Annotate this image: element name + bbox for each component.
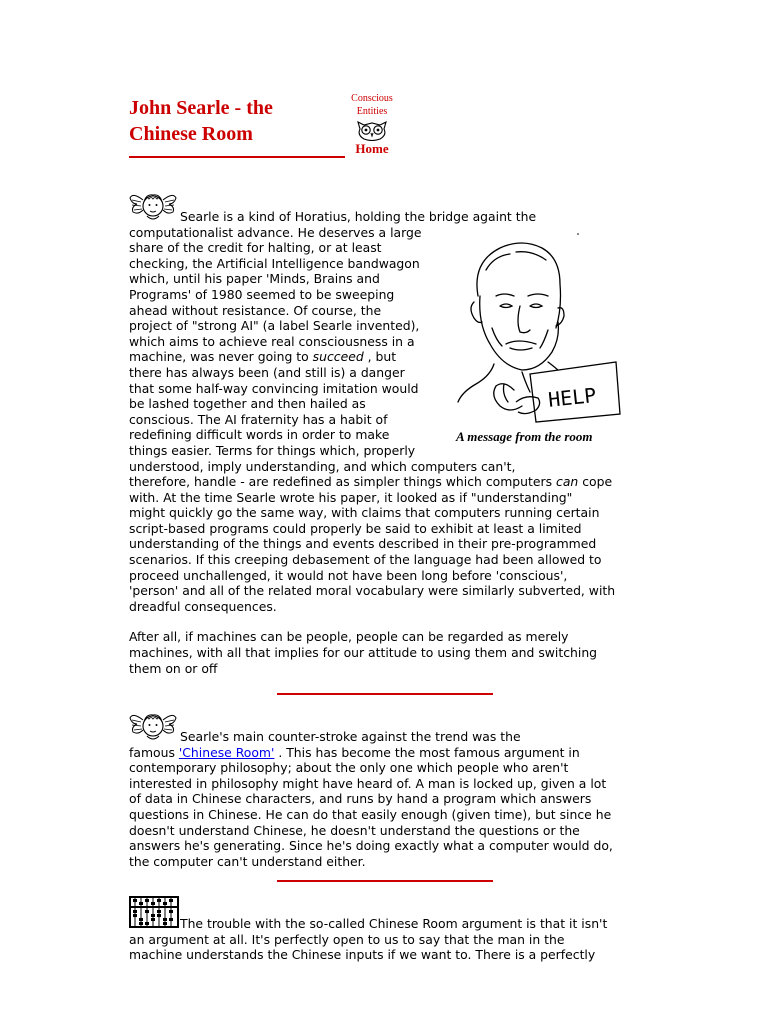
body-line: doesn't understand Chinese, he doesn't understand the questions or the [129,822,580,838]
title-underline [129,156,345,158]
body-line: them on or off [129,660,218,676]
body-line: machines, with all that implies for our attitude to using them and switching [129,645,598,661]
intro-line: Programs' of 1980 seemed to be sweeping [129,286,395,302]
section-divider [277,693,493,695]
home-link[interactable]: Home [355,141,389,156]
body-line: proceed unchallenged, it would not have been long before 'conscious', [129,567,568,583]
body-line: questions in Chinese. He can do that easily enough (given time), but since he [129,806,612,822]
title-line-2: Chinese Room [129,123,253,145]
text-span: therefore, handle - are redefined as simpler things which computers [129,474,553,490]
section-divider [277,880,493,882]
body-line: dreadful consequences. [129,598,277,614]
text-span: cope [578,474,613,490]
body-line: understood, imply understanding, and which computers can't, [129,458,516,474]
body-line [129,745,649,761]
body-line: there has always been (and still is) a danger [129,364,405,380]
body-line: answers he's generating. Since he's doing exactly what a computer would do, [129,838,613,854]
intro-line: share of the credit for halting, or at least [129,240,382,256]
text-span: machine, was never going to [129,349,309,365]
intro-line: which aims to achieve real consciousness in a [129,333,415,349]
body-line [129,474,613,490]
body-line: be lashed together and then hailed as [129,396,366,412]
body-line: that some half-way convincing imitation would [129,380,419,396]
owl-logo-icon[interactable] [354,119,390,141]
page-title [129,95,359,147]
body-line: the computer can't understand either. [129,853,366,869]
section3-text [129,916,649,963]
body-line: scenarios. If this creeping debasement of the language had been allowed to [129,552,602,568]
intro-line: checking, the Artificial Intelligence bandwagon [129,255,420,271]
body-line: conscious. The AI fraternity has a habit of [129,411,388,427]
body-line: with. At the time Searle wrote his paper, it looked as if "understanding" [129,489,573,505]
body-line: understanding of the things and events described in their pre-programmed [129,536,597,552]
body-line: redefining difficult words in order to make [129,427,390,443]
searle-sketch-image [456,226,632,426]
site-nav [346,92,398,157]
text-span: famous [129,744,179,760]
emphasis: succeed [312,349,364,365]
intro-line: which, until his paper 'Minds, Brains and [129,271,380,287]
text-span: . This has become the most famous argument in [274,744,580,760]
site-name-line-1: Conscious [351,93,393,104]
body-line: an argument at all. It's perfectly open to us to say that the man in the [129,931,565,947]
body-line: machine understands the Chinese inputs if we want to. There is a perfectly [129,947,596,963]
section2-text [129,729,649,869]
chinese-room-link[interactable]: 'Chinese Room' [178,744,275,760]
body-line: script-based programs could properly be said to exhibit at least a limited [129,520,582,536]
intro-line: project of "strong AI" (a label Searle invented), [129,318,420,334]
body-line: 'person' and all of the related moral vocabulary were similarly subverted, with [129,583,616,599]
title-line-1: John Searle - the [129,97,273,119]
site-name-line-2: Entities [356,106,388,117]
figure-caption: A message from the room [456,429,593,444]
emphasis: can [556,474,579,490]
body-line: interested in philosophy might have heard of. A man is locked up, given a lot [129,775,607,791]
intro-line: ahead without resistance. Of course, the [129,302,382,318]
text-span: , but [363,349,397,365]
intro-line: computationalist advance. He deserves a large [129,224,422,240]
intro-line [129,349,459,365]
body-line: Searle's main counter-stroke against the trend was the [180,729,521,744]
body-line: The trouble with the so-called Chinese Room argument is that it isn't [180,916,608,931]
body-line: After all, if machines can be people, people can be regarded as merely [129,629,569,645]
body-line: contemporary philosophy; about the only one which people who aren't [129,760,569,776]
intro-line: Searle is a kind of Horatius, holding the bridge againt the [180,209,537,224]
sign-text: HELP [547,382,598,412]
body-line: things easier. Terms for things which, properly [129,442,416,458]
body-line: might quickly go the same way, with claims that computers running certain [129,505,600,521]
body-line: of data in Chinese characters, and runs by hand a program which answers [129,791,592,807]
